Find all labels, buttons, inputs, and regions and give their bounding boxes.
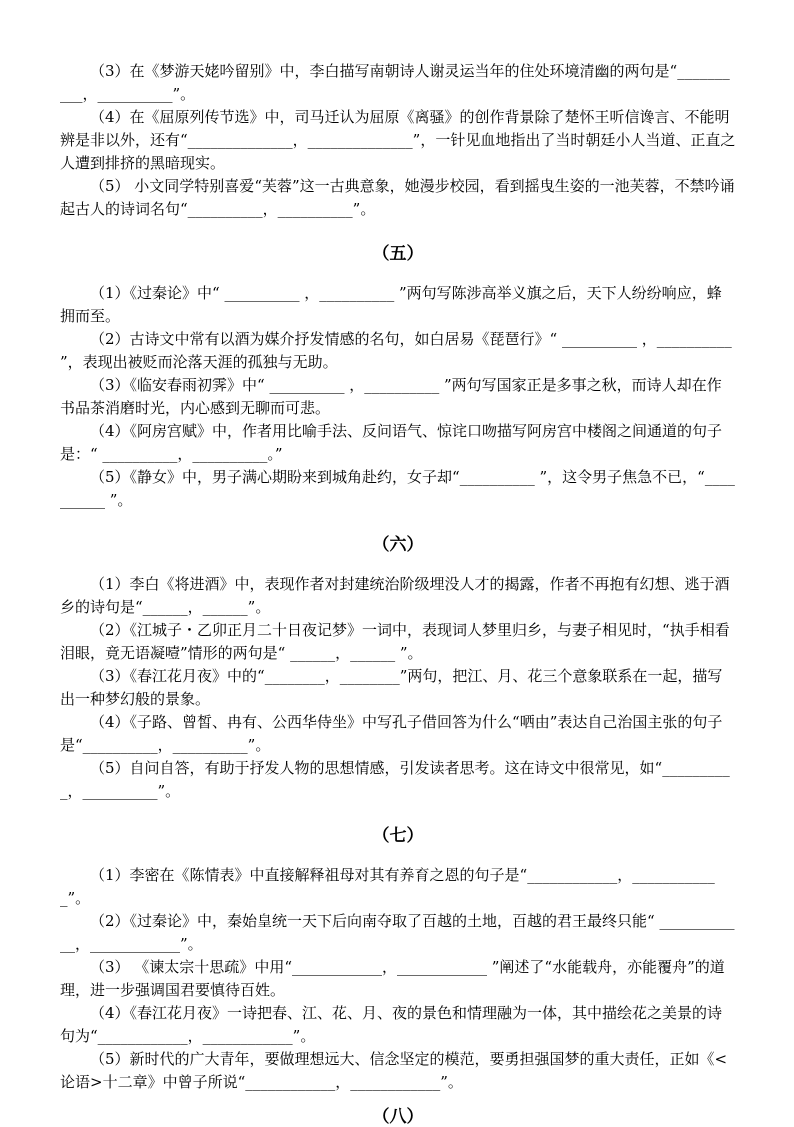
question-item: （3） 《谏太宗十思疏》中用“____________，____________ ”阐述了“水能载舟，亦能覆舟”的道理，进一步强调国君要慎待百姓。: [60, 958, 725, 999]
section-heading-6: （六）: [372, 535, 424, 555]
question-item: （1）李白《将进酒》中，表现作者对封建统治阶级埋没人才的揭露，作者不再抱有幻想、逃于酒乡的诗句是“______，______”。: [60, 575, 730, 616]
document-page: [60, 60, 736, 1127]
section-5: [60, 282, 736, 512]
question-item: （3）《春江花月夜》中的“________，________”两句，把江、月、花三个意象联系在一起，描写出一种梦幻般的景象。: [60, 667, 723, 708]
section-6: [60, 573, 736, 803]
question-item: （4）在《屈原列传节选》中，司马迁认为屈原《离骚》的创作背景除了楚怀王听信谗言、不能明辨是非以外，还有“______________，______________”，一针见血地指出了当时朝廷小人当道、正直之人遭到排挤的黑暗现实。: [60, 108, 736, 172]
section-heading-8: （八）: [372, 1107, 424, 1127]
question-item: （5） 小文同学特别喜爱“芙蓉”这一古典意象，她漫步校园，看到摇曳生姿的一池芙蓉，不禁吟诵起古人的诗词名句“__________，__________”。: [60, 177, 735, 218]
question-item: （2）古诗文中常有以酒为媒介抒发情感的名句，如白居易《琵琶行》“ __________ ，__________ ”，表现出被贬而沦落天涯的孤独与无助。: [60, 330, 737, 371]
section-heading-7: （七）: [372, 826, 424, 846]
question-item: （2）《江城子・乙卯正月二十日夜记梦》一词中，表现词人梦里归乡，与妻子相见时，“执手相看泪眼，竟无语凝噎”情形的两句是“ ______，______ ”。: [60, 621, 730, 662]
section-heading-5: （五）: [372, 244, 424, 264]
question-item: （4）《子路、曾皙、冉有、公西华侍坐》中写孔子借回答为什么“哂由”表达自己治国主张的句子是“__________，__________”。: [60, 713, 723, 754]
question-item: （2）《过秦论》中，秦始皇统一天下后向南夺取了百越的土地，百越的君王最终只能“ ____________，____________”。: [60, 912, 735, 953]
question-item: （5）《静女》中，男子满心期盼来到城角赴约，女子却“__________ ”，这令男子焦急不已，“__________ ”。: [60, 468, 735, 509]
section-7: [60, 864, 736, 1094]
question-item: （5）新时代的广大青年，要做理想远大、信念坚定的模范，要勇担强国梦的重大责任，正如《<论语>十二章》中曾子所说“____________，____________”。: [60, 1050, 728, 1091]
question-item: （4）《春江花月夜》一诗把春、江、花、月、夜的景色和情理融为一体，其中描绘花之美景的诗句为“____________，____________”。: [60, 1004, 723, 1045]
question-item: （5）自问自答，有助于抒发人物的思想情感，引发读者思考。这在诗文中很常见，如“__________，__________”。: [60, 759, 730, 800]
question-item: （4）《阿房宫赋》中，作者用比喻手法、反问语气、惊诧口吻描写阿房宫中楼阁之间通道的句子是：“ __________，__________。”: [60, 422, 723, 463]
section-continued: [60, 60, 736, 221]
question-item: （3）《临安春雨初霁》中“ __________ ，__________ ”两句写国家正是多事之秋，而诗人却在作书品茶消磨时光，内心感到无聊而可悲。: [60, 376, 722, 417]
question-item: （1）李密在《陈情表》中直接解释祖母对其有养育之恩的句子是“____________，____________”。: [60, 866, 715, 907]
question-item: （3）在《梦游天姥吟留别》中，李白描写南朝诗人谢灵运当年的住处环境清幽的两句是“__________，__________”。: [60, 62, 730, 103]
question-item: （1）《过秦论》中“ __________ ，__________ ”两句写陈涉高举义旗之后，天下人纷纷响应，蜂拥而至。: [60, 284, 722, 325]
